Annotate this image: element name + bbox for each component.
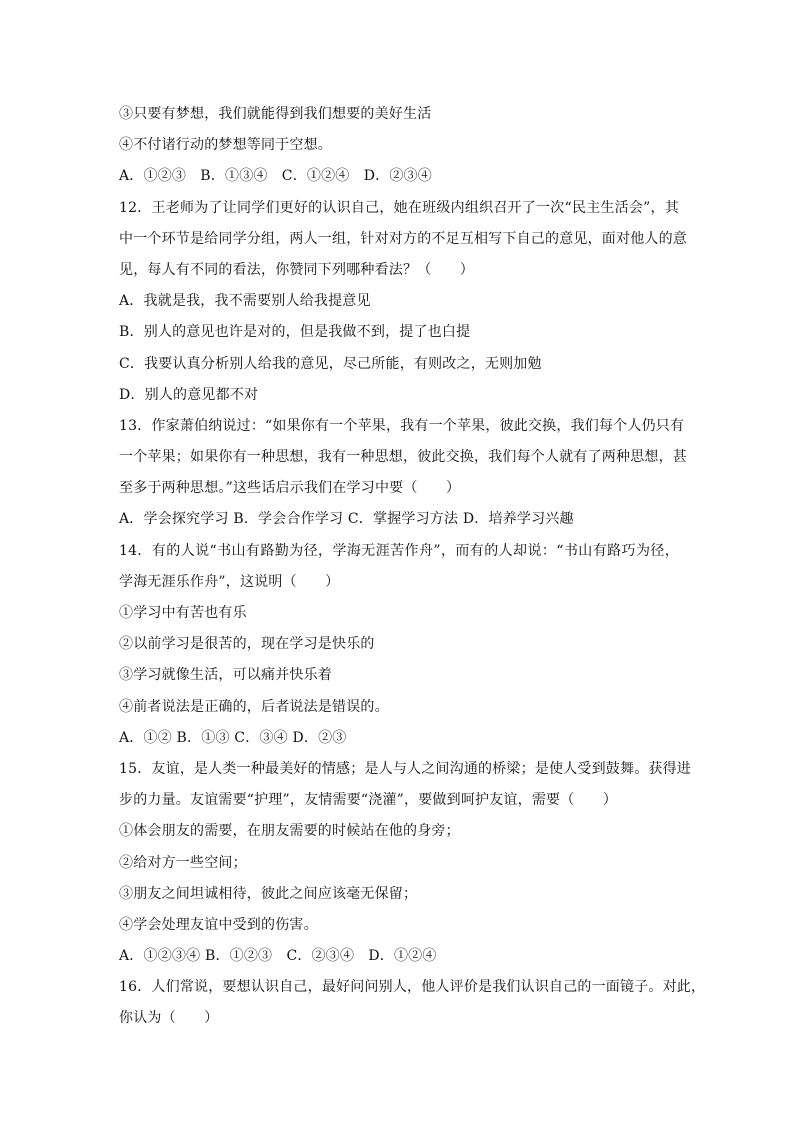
question-12-line-1: 12．王老师为了让同学们更好的认识自己，她在班级内组织召开了一次“民主生活会”，其 bbox=[119, 199, 679, 216]
question-12-line-2: 中一个环节是给同学分组，两人一组，针对对方的不足互相写下自己的意见，面对他人的意 bbox=[119, 230, 687, 247]
question-14-line-2: 学海无涯乐作舟”，这说明（ ） bbox=[119, 573, 340, 590]
question-15-line-1: 15．友谊，是人类一种最美好的情感；是人与人之间沟通的桥梁；是使人受到鼓舞。获得进 bbox=[119, 760, 692, 777]
option-3-text: ③只要有梦想，我们就能得到我们想要的美好生活 bbox=[119, 106, 432, 122]
option-4-text: ④不付诸行动的梦想等同于空想。 bbox=[119, 137, 332, 154]
question-14-option-1: ①学习中有苦也有乐 bbox=[119, 605, 247, 621]
question-12-choice-a: A．我就是我，我不需要别人给我提意见 bbox=[119, 293, 371, 310]
question-15-option-4: ④学会处理友谊中受到的伤害。 bbox=[119, 916, 318, 933]
question-14-option-3: ③学习就像生活，可以痛并快乐着 bbox=[119, 667, 332, 684]
question-12-choice-b: B．别人的意见也许是对的，但是我做不到，提了也白提 bbox=[119, 324, 471, 341]
answer-choices-14: A．①② B．①③ C．③④ D．②③ bbox=[119, 729, 347, 746]
question-14-line-1: 14．有的人说“书山有路勤为径，学海无涯苦作舟”，而有的人却说：“书山有路巧为径， bbox=[119, 542, 679, 559]
question-16-line-2: 你认为（ ） bbox=[119, 1010, 219, 1027]
question-12-choice-d: D．别人的意见都不对 bbox=[119, 386, 259, 403]
question-15-line-2: 步的力量。友谊需要“护理”，友情需要“浇灌”，要做到呵护友谊，需要（ ） bbox=[119, 792, 618, 809]
question-13-line-1: 13．作家萧伯纳说过：“如果你有一个苹果，我有一个苹果，彼此交换，我们每个人仍只有 bbox=[119, 417, 685, 434]
question-15-option-3: ③朋友之间坦诚相待，彼此之间应该毫无保留； bbox=[119, 885, 418, 902]
question-14-option-4: ④前者说法是正确的，后者说法是错误的。 bbox=[119, 698, 389, 715]
answer-choices-13: A．学会探究学习 B．学会合作学习 C．掌握学习方法 D．培养学习兴趣 bbox=[119, 511, 574, 528]
question-13-line-3: 至多于两种思想。”这些话启示我们在学习中要（ ） bbox=[119, 480, 461, 497]
question-12-line-3: 见，每人有不同的看法，你赞同下列哪种看法？（ ） bbox=[119, 261, 474, 278]
question-12-choice-c: C．我要认真分析别人给我的意见，尽己所能，有则改之，无则加勉 bbox=[119, 355, 542, 372]
document-body bbox=[119, 99, 706, 1035]
answer-choices-15: A．①②③④ B．①②③ C．②③④ D．①②④ bbox=[119, 948, 437, 965]
question-15-option-1: ①体会朋友的需要，在朋友需要的时候站在他的身旁； bbox=[119, 823, 460, 840]
answer-choices-11: A．①②③ B．①③④ C．①②④ D．②③④ bbox=[119, 168, 432, 185]
question-16-line-1: 16．人们常说，要想认识自己，最好问问别人，他人评价是我们认识自己的一面镜子。对此， bbox=[119, 979, 706, 996]
question-14-option-2: ②以前学习是很苦的，现在学习是快乐的 bbox=[119, 636, 375, 653]
question-13-line-2: 一个苹果；如果你有一种思想，我有一种思想，彼此交换，我们每个人就有了两种思想，甚 bbox=[119, 449, 687, 466]
question-15-option-2: ②给对方一些空间； bbox=[119, 854, 247, 871]
